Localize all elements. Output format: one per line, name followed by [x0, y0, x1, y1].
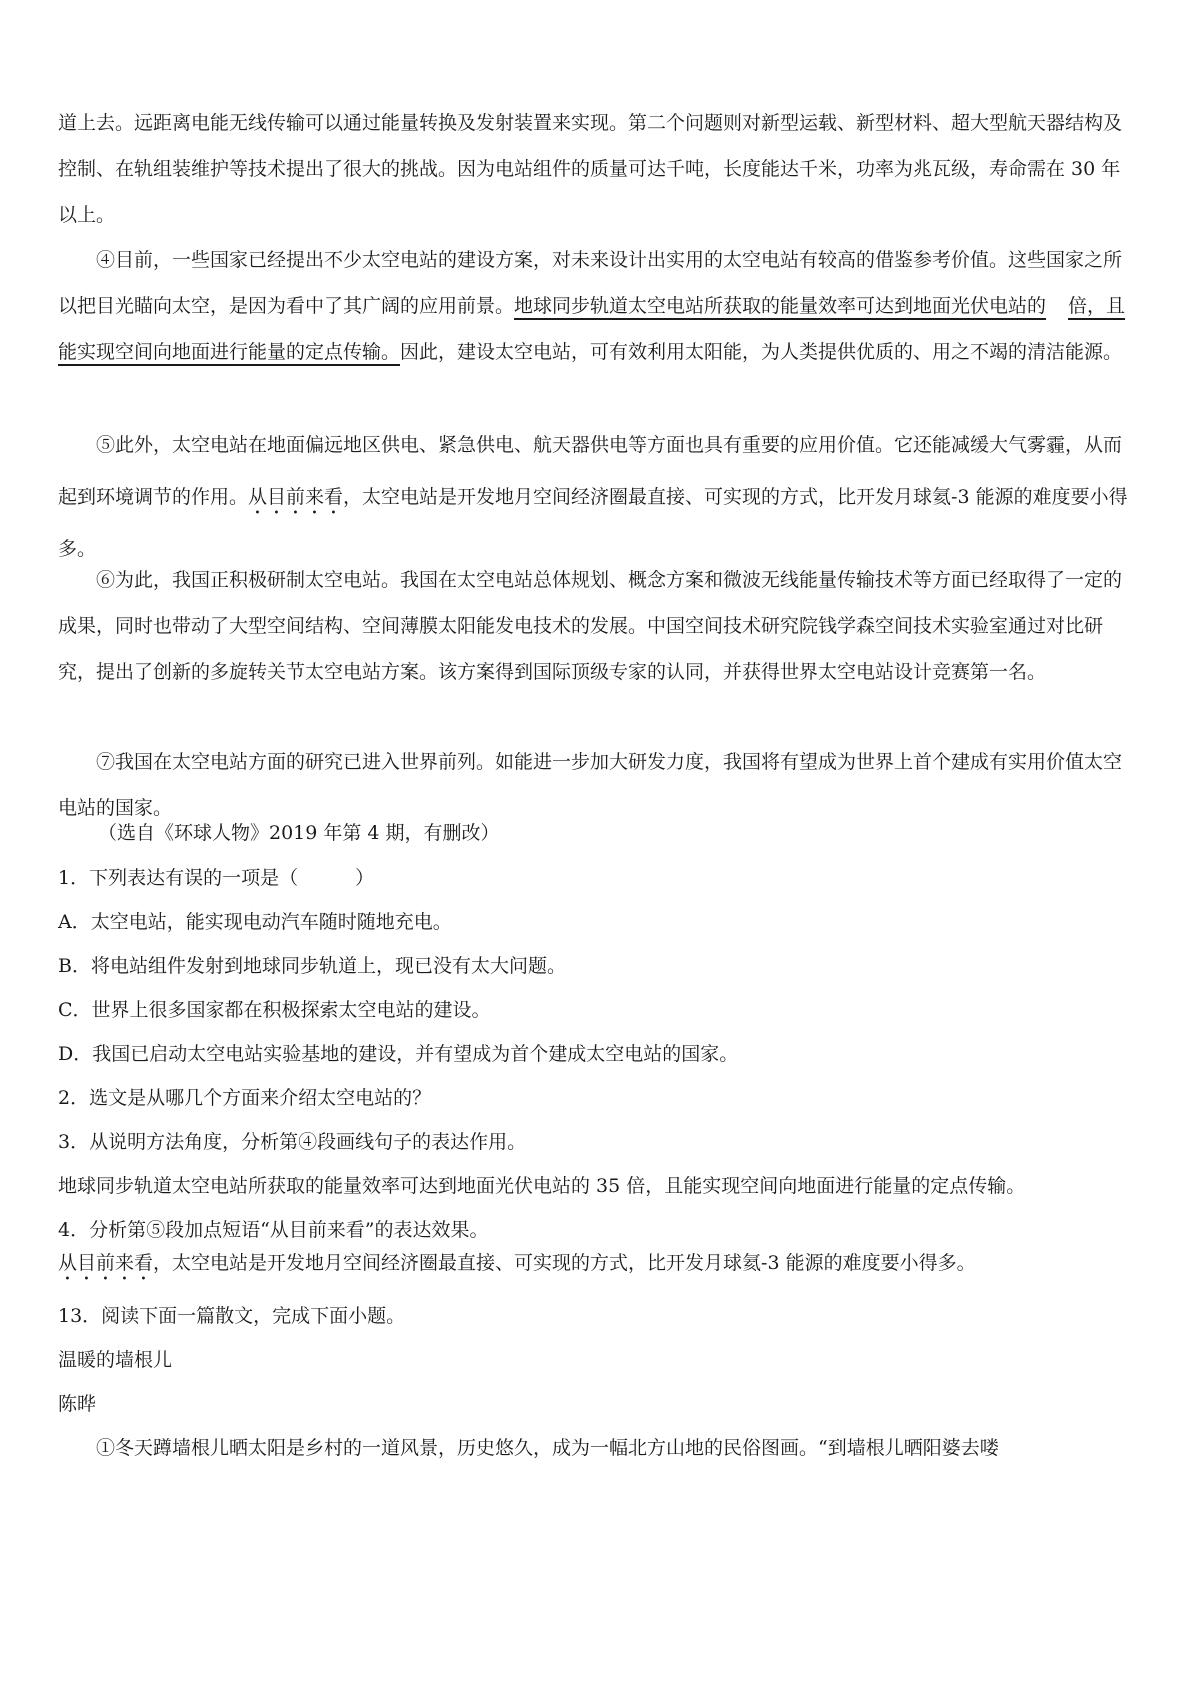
- paragraph-3-continued: 道上去。远距离电能无线传输可以通过能量转换及发射装置来实现。第二个问题则对新型运载、新型材料、超大型航天器结构及控制、在轨组装维护等技术提出了很大的挑战。因为电站组件的质量可达千吨，长度能达千米，功率为兆瓦级，寿命需在 30 年以上。: [58, 112, 1123, 226]
- underlined-sentence-part-2: 倍，且能实现空间向地面进行能量的定点传输。: [58, 295, 1126, 363]
- question-2: 2．选文是从哪几个方面来介绍太空电站的？: [58, 1087, 432, 1109]
- paragraph-6: ⑥为此，我国正积极研制太空电站。我国在太空电站总体规划、概念方案和微波无线能量传输技术等方面已经取得了一定的成果，同时也带动了大型空间结构、空间薄膜太阳能发电技术的发展。中国空间技术研究院钱学森空间技术实验室通过对比研究，提出了创新的多旋转关节太空电站方案。该方案得到国际顶级专家的认同，并获得世界太空电站设计竞赛第一名。: [58, 569, 1123, 683]
- essay-author: 陈晔: [58, 1393, 97, 1415]
- essay-paragraph-1: ①冬天蹲墙根儿晒太阳是乡村的一道风景，历史悠久，成为一幅北方山地的民俗图画。“到墙根儿晒阳婆去喽: [96, 1437, 999, 1459]
- question-1: 1．下列表达有误的一项是（ ）: [58, 867, 375, 889]
- question-4: 4．分析第⑤段加点短语“从目前来看”的表达效果。: [58, 1219, 489, 1241]
- paragraph-7: ⑦我国在太空电站方面的研究已进入世界前列。如能进一步加大研发力度，我国将有望成为世界上首个建成有实用价值太空电站的国家。: [58, 751, 1123, 819]
- paragraph-5-tail: ，太空电站是开发地月空间经济圈最直接、可实现的方式，比开发月球氦-3 能源的难度要小得多。: [58, 486, 1128, 560]
- underlined-sentence-part-1: 地球同步轨道太空电站所获取的能量效率可达到地面光伏电站的: [514, 295, 1047, 317]
- question-4-dotted-phrase: 从目前来看: [58, 1252, 154, 1274]
- question-13: 13．阅读下面一篇散文，完成下面小题。: [58, 1305, 406, 1327]
- question-3: 3．从说明方法角度，分析第④段画线句子的表达作用。: [58, 1131, 527, 1153]
- option-b: B．将电站组件发射到地球同步轨道上，现已没有太大问题。: [58, 955, 566, 977]
- paragraph-4-text: ④目前，一些国家已经提出不少太空电站的建设方案，对未来设计出实用的太空电站有较高的借鉴参考价值。这些国家之所以把目光瞄向太空，是因为看中了其广阔的应用前景。: [58, 249, 1123, 317]
- option-d: D．我国已启动太空电站实验基地的建设，并有望成为首个建成太空电站的国家。: [58, 1043, 739, 1065]
- question-4-quote: [58, 1248, 976, 1285]
- paragraph-4-tail: 因此，建设太空电站，可有效利用太阳能，为人类提供优质的、用之不竭的清洁能源。: [400, 341, 1123, 363]
- dotted-phrase: 从目前来看: [248, 486, 344, 508]
- question-3-quote: 地球同步轨道太空电站所获取的能量效率可达到地面光伏电站的 35 倍，且能实现空间向地面进行能量的定点传输。: [58, 1175, 1026, 1197]
- source-note: （选自《环球人物》2019 年第 4 期，有删改）: [98, 822, 500, 844]
- paragraph-5: [58, 419, 1134, 575]
- paragraph-5-text: ⑤此外，太空电站在地面偏远地区供电、紧急供电、航天器供电等方面也具有重要的应用价值。它还能减缓大气雾霾，从而起到环境调节的作用。: [58, 434, 1123, 508]
- option-a: A．太空电站，能实现电动汽车随时随地充电。: [58, 911, 452, 933]
- option-c: C．世界上很多国家都在积极探索太空电站的建设。: [58, 999, 491, 1021]
- question-4-quote-tail: ，太空电站是开发地月空间经济圈最直接、可实现的方式，比开发月球氦-3 能源的难度要小得多。: [153, 1252, 976, 1274]
- essay-title: 温暖的墙根儿: [58, 1349, 173, 1371]
- paragraph-4: [58, 237, 1134, 375]
